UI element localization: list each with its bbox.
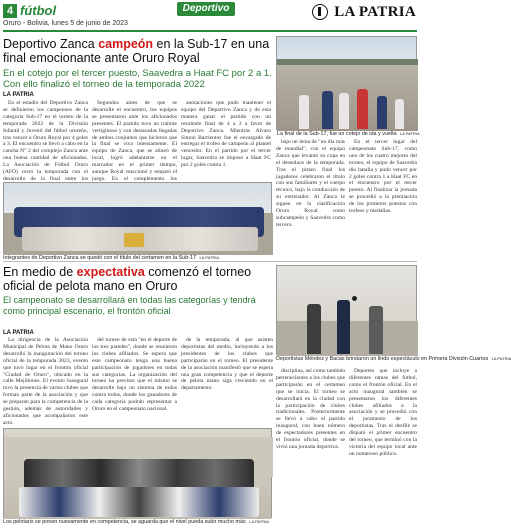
- article1-column-3: [181, 100, 271, 180]
- section-name: fútbol: [20, 3, 57, 18]
- article1-headline-highlight: campeón: [98, 37, 154, 51]
- article2-column-1: [3, 337, 88, 427]
- article2-headline-post: comenzó el torneo oficial de pelota mano en Oruro: [3, 265, 252, 293]
- photo3-credit: LA PATRIA: [491, 356, 511, 361]
- dateline: Oruro - Bolivia, lunes 5 de junio de 2023: [3, 20, 128, 27]
- article2-col5-text: Deportes que incluye a diferentes ramas del fútbol, como el frontón oficial. En el acto inaugural también se presentaron los diferentes clubes afiliados a la asociación y se procedió con el juramento de los deportistas. Tras el desfile se disputó el primer encuentro del torneo, que terminó con la victoria del equipo local ante un numeroso público.: [349, 368, 417, 457]
- article2-column-5: [349, 368, 417, 518]
- photo1-credit: LA PATRIA: [400, 131, 420, 136]
- article2-headline-highlight: expectativa: [76, 265, 145, 279]
- article2-column-4: [276, 368, 345, 518]
- article1-byline: LA PATRIA: [3, 92, 34, 98]
- article2-subhead: El campeonato se desarrollará en todas las categorías y tendrá como principal escenario, el frontón oficial: [3, 295, 256, 316]
- article2-column-2: [92, 337, 177, 427]
- photo4-credit: LA PATRIA: [249, 519, 269, 524]
- article1-subhead: En el cotejo por el tercer puesto, Saavedra a Haat FC por 2 a 1. Con ello finalizó el torneo de la temporada 2022: [3, 68, 272, 90]
- photo3-caption: [276, 356, 511, 362]
- photo4-caption: [3, 519, 272, 525]
- photo-team-zanca: [3, 182, 272, 254]
- photo1-caption: [277, 131, 420, 137]
- article1-column-4: [276, 139, 345, 259]
- article1-col3-text: anotaciones que pudo mantener el equipo del Deportivo Zanca y de esta manera ganar el partido con un resultado final de 4 a 3 a favor de Deportivo Zanca. Mientras Alvaro Simon Barrientos fue el encargado de entregar el trofeo de campeón al plantel vencedor. En el partido por el tercer lugar, Saavedra se impuso a Haat FC por 2 goles contra 1.: [181, 100, 271, 169]
- photo2-credit: LA PATRIA: [199, 255, 220, 260]
- page-header: [0, 0, 420, 34]
- photo-pelotaris-match: [276, 265, 417, 355]
- article1-headline-pre: Deportivo Zanca: [3, 37, 99, 51]
- article2-column-3: [181, 337, 273, 427]
- article1-col2-text: Segundos antes de que se desarrolle el encuentro, los equipos se presentaron ante los aficionados presentes. El partido tuvo un trámite vertiginoso y con destacadas llegadas de ambos conjuntos que hicieron que la final se viva intensamente. El equipo de Zanca, que se alineó de local, logró adelantarse en el marcador en el primer tiempo, aunque Royal reaccionó y empató el juego. En el complemento los: [92, 100, 177, 182]
- section-tag: Deportivo: [177, 2, 235, 16]
- article2-headline: [3, 265, 283, 293]
- photo1-caption-text: La final de la Sub-17, fue un cotejo de ida y vuelta: [277, 131, 397, 137]
- newspaper-logo-icon: [312, 4, 328, 20]
- photo-pelotaris-group: [3, 428, 272, 518]
- article1-col1-text: En el estadio del Deportivo Zanca se definieron los campeones de la categoría Sub-17 en el torneo de la temporada 2022 de la División Infantil y Juvenil del fútbol orureño, tras vencer a Oruro Royal por 4 goles a 3. El encuentro se llevó a cabo en la cancha N° 2 del complejo Zanca ante una buena cantidad de aficionados. La Asociación de Fútbol Oruro (AFO) cerró la temporada con el desarrollo de la final entre los: [3, 100, 88, 182]
- article1-col4-text: bajo un lema de "un día más de mundial", con el equipo Zanca que levantó su copa en el desenlace de la temporada. Tras el pitazo final los jugadores celebraron el título con sus familiares y el cuerpo técnico, bajo la conducción de su entrenador. Al Zanca le siguen en la clasificación Oruro Royal como subcampeón y Saavedra como tercero.: [276, 139, 345, 228]
- photo2-caption-text: Integrantes de Deportivo Zanca se quedó con el título del certamen en la Sub-17: [3, 255, 196, 261]
- article1-headline-post: en la Sub-17 en una final emocionante ante Oruro Royal: [3, 37, 270, 65]
- article2-byline: LA PATRIA: [3, 330, 34, 336]
- article1-col5-text: En el tercer lugar del campeonato Sub-17, como uno de los cuatro mejores del torneo, el equipo de Saavedra dio batalla y pudo vencer por 2 goles contra 1 a Haat FC en el encuentro por el tercer puesto. Al finalizar la jornada se procedió a la premiación de los primeros puestos con trofeos y medallas.: [349, 139, 417, 215]
- article1-column-2: [92, 100, 177, 180]
- photo3-caption-text: Deportistas Méndez y Bacas brindaron un lindo espectáculo en Primera División Cuartos: [276, 356, 489, 362]
- newspaper-logo: LA PATRIA: [334, 4, 416, 20]
- article2-headline-pre: En medio de: [3, 265, 77, 279]
- photo-match-sub17: [276, 36, 417, 130]
- article1-headline: [3, 37, 273, 65]
- article2-col4-text: disciplina, así como también pertenecientes a los clubes que participarán en el certamen que se inicia. El torneo se desarrollará en la ciudad con la participación de clubes tradicionales. Posteriormente se llevó a cabo el partido inaugural, con buen número de espectadores presentes en el frontón oficial, donde se vivió una jornada deportiva.: [276, 368, 346, 450]
- section-divider: [3, 261, 417, 262]
- photo4-caption-text: Los pelotaris se ponen nuevamente en competencia, se aguarda que el nivel pueda subir mucho más: [3, 519, 246, 525]
- article2-col1-text: La dirigencia de la Asociación Municipal de Pelota de Mano Oruro desarrolló la inauguración del torneo oficial de la temporada 2023, evento que tuvo lugar en el frontón oficial "Ciudad de Oruro", ubicado en la calle Mejillones. El evento inaugural tuvo la presencia de varios clubes que forman parte de la asociación y que se preparan para la competencia de la gestión, además de autoridades y aficionados que acompañaron este acto.: [3, 337, 88, 426]
- article1-column-1: [3, 100, 88, 180]
- page-number: 4: [3, 4, 17, 18]
- article2-col3-text: de la temporada, al que asisten deportistas del medio, incluyendo a los presidentes de los clubes que participarán en el torneo. El presidente de la asociación manifestó que se espera una gran competencia y que el deporte de pelota mano siga creciendo en el departamento.: [181, 337, 273, 392]
- article1-column-5: [349, 139, 417, 259]
- article2-col2-text: del torneo de esta "en el deporte de los tres paredes", donde se reunieron los clubes afiliados. Se espera que este campeonato tenga una buena participación de jugadores en todas sus categorías. La organización del torneo ha previsto que el mismo se desarrolle bajo un sistema de todos contra todos, donde los ganadores de cada categoría podrán representar a Oruro en el campeonato nacional.: [92, 337, 177, 413]
- header-rule: [3, 30, 417, 32]
